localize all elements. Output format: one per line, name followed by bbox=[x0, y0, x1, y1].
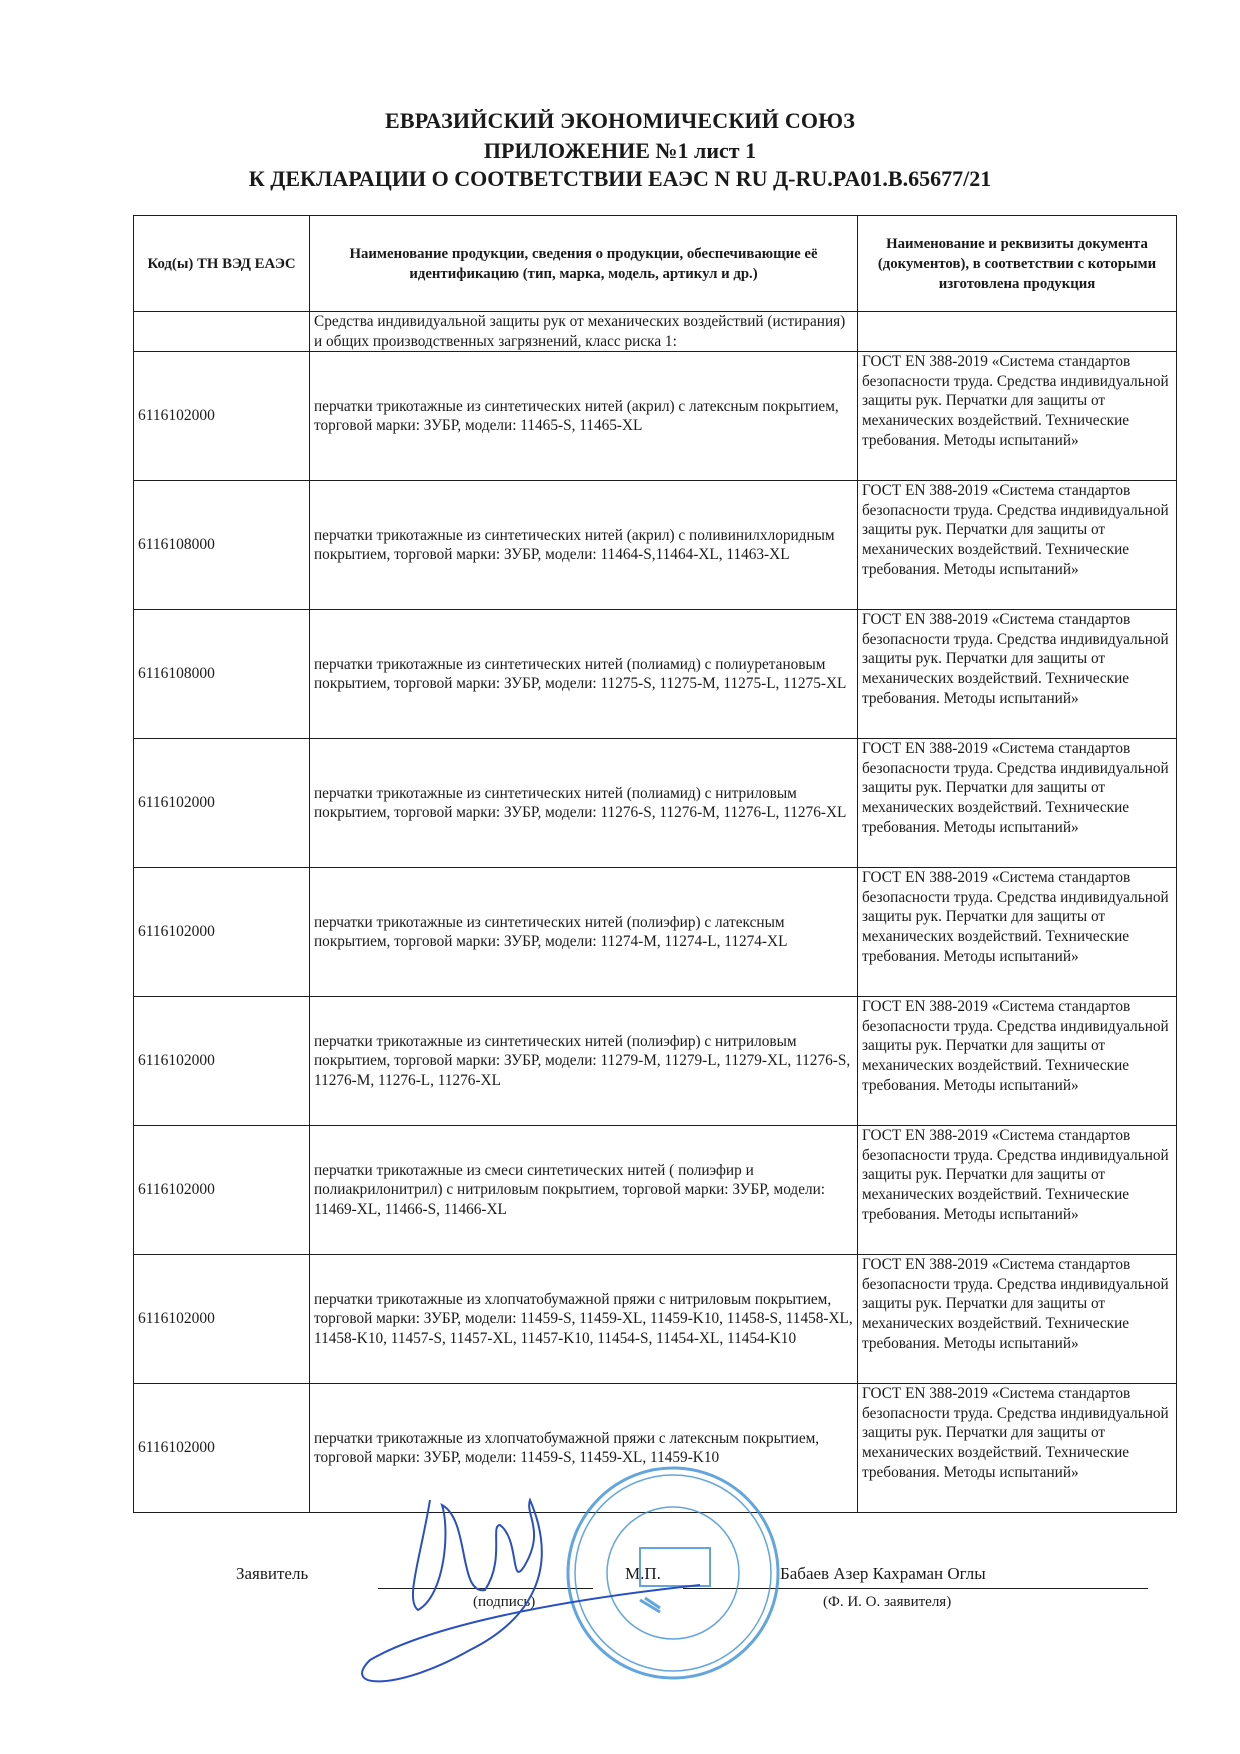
hs-code-cell: 6116102000 bbox=[134, 1126, 310, 1255]
standard-document-cell: ГОСТ EN 388-2019 «Система стандартов безопасности труда. Средства индивидуальной защиты рук. Перчатки для защиты от механических воздействий. Технические требования. Методы испытаний» bbox=[858, 997, 1177, 1126]
appendix-title: ПРИЛОЖЕНИЕ №1 лист 1 bbox=[483, 138, 757, 163]
product-description-cell: перчатки трикотажные из синтетических нитей (полиамид) с полиуретановым покрытием, торговой марки: ЗУБР, модели: 11275-S, 11275-M, 11275-L, 11275-XL bbox=[310, 610, 858, 739]
intro-text: Средства индивидуальной защиты рук от механических воздействий (истирания) и общих производственных загрязнений, класс риска 1: bbox=[310, 312, 858, 352]
signature-line bbox=[378, 1588, 593, 1589]
table-row bbox=[134, 1255, 1177, 1384]
standard-document-cell: ГОСТ EN 388-2019 «Система стандартов безопасности труда. Средства индивидуальной защиты рук. Перчатки для защиты от механических воздействий. Технические требования. Методы испытаний» bbox=[858, 610, 1177, 739]
table-row bbox=[134, 610, 1177, 739]
hs-code-cell: 6116108000 bbox=[134, 481, 310, 610]
intro-empty-cell bbox=[134, 312, 310, 352]
name-caption: (Ф. И. О. заявителя) bbox=[823, 1594, 952, 1610]
hs-code-cell: 6116102000 bbox=[134, 352, 310, 481]
hs-code-cell: 6116102000 bbox=[134, 1255, 310, 1384]
table-row bbox=[134, 1126, 1177, 1255]
product-description-cell: перчатки трикотажные из синтетических нитей (полиамид) с нитриловым покрытием, торговой марки: ЗУБР, модели: 11276-S, 11276-M, 11276-L, 11276-XL bbox=[310, 739, 858, 868]
table-row bbox=[134, 1384, 1177, 1513]
standard-document-cell: ГОСТ EN 388-2019 «Система стандартов безопасности труда. Средства индивидуальной защиты рук. Перчатки для защиты от механических воздействий. Технические требования. Методы испытаний» bbox=[858, 481, 1177, 610]
hs-code-cell: 6116102000 bbox=[134, 868, 310, 997]
column-header-product: Наименование продукции, сведения о продукции, обеспечивающие её идентификацию (тип, марка, модель, артикул и др.) bbox=[310, 216, 858, 312]
stamp-place-label: М.П. bbox=[625, 1564, 661, 1583]
hs-code-cell: 6116102000 bbox=[134, 997, 310, 1126]
product-description-cell: перчатки трикотажные из смеси синтетических нитей ( полиэфир и полиакрилонитрил) с нитриловым покрытием, торговой марки: ЗУБР, модели: 11469-XL, 11466-S, 11466-XL bbox=[310, 1126, 858, 1255]
product-description-cell: перчатки трикотажные из синтетических нитей (полиэфир) с латексным покрытием, торговой марки: ЗУБР, модели: 11274-M, 11274-L, 11274-XL bbox=[310, 868, 858, 997]
standard-document-cell: ГОСТ EN 388-2019 «Система стандартов безопасности труда. Средства индивидуальной защиты рук. Перчатки для защиты от механических воздействий. Технические требования. Методы испытаний» bbox=[858, 739, 1177, 868]
hs-code-cell: 6116102000 bbox=[134, 1384, 310, 1513]
table-header-row bbox=[134, 216, 1177, 312]
standard-document-cell: ГОСТ EN 388-2019 «Система стандартов безопасности труда. Средства индивидуальной защиты рук. Перчатки для защиты от механических воздействий. Технические требования. Методы испытаний» bbox=[858, 868, 1177, 997]
union-title: ЕВРАЗИЙСКИЙ ЭКОНОМИЧЕСКИЙ СОЮЗ bbox=[384, 108, 856, 133]
products-table bbox=[133, 215, 1177, 1513]
table-row bbox=[134, 997, 1177, 1126]
intro-empty-cell bbox=[858, 312, 1177, 352]
table-row bbox=[134, 739, 1177, 868]
column-header-code: Код(ы) ТН ВЭД ЕАЭС bbox=[134, 216, 310, 312]
product-description-cell: перчатки трикотажные из хлопчатобумажной пряжи с нитриловым покрытием, торговой марки: ЗУБР, модели: 11459-S, 11459-XL, 11459-K10, 11458-S, 11458-XL, 11458-K10, 11457-S, 11457-XL, 11457-K10, 11454-S, 11454-XL, 11454-K10 bbox=[310, 1255, 858, 1384]
declaration-number: К ДЕКЛАРАЦИИ О СООТВЕТСТВИИ ЕАЭС N RU Д-RU.PA01.B.65677/21 bbox=[248, 166, 992, 191]
product-description-cell: перчатки трикотажные из синтетических нитей (акрил) с поливинилхлоридным покрытием, торговой марки: ЗУБР, модели: 11464-S,11464-XL, 11463-XL bbox=[310, 481, 858, 610]
table-intro-row bbox=[134, 312, 1177, 352]
applicant-label: Заявитель bbox=[236, 1564, 309, 1583]
hs-code-cell: 6116102000 bbox=[134, 739, 310, 868]
signature-caption: (подпись) bbox=[473, 1594, 536, 1610]
table-row bbox=[134, 352, 1177, 481]
product-description-cell: перчатки трикотажные из синтетических нитей (акрил) с латексным покрытием, торговой марки: ЗУБР, модели: 11465-S, 11465-XL bbox=[310, 352, 858, 481]
hs-code-cell: 6116108000 bbox=[134, 610, 310, 739]
applicant-name: Бабаев Азер Кахраман Оглы bbox=[780, 1564, 986, 1583]
standard-document-cell: ГОСТ EN 388-2019 «Система стандартов безопасности труда. Средства индивидуальной защиты рук. Перчатки для защиты от механических воздействий. Технические требования. Методы испытаний» bbox=[858, 1126, 1177, 1255]
name-line bbox=[683, 1588, 1148, 1589]
product-description-cell: перчатки трикотажные из синтетических нитей (полиэфир) с нитриловым покрытием, торговой марки: ЗУБР, модели: 11279-M, 11279-L, 11279-XL, 11276-S, 11276-M, 11276-L, 11276-XL bbox=[310, 997, 858, 1126]
signature-scribble bbox=[362, 1500, 700, 1681]
standard-document-cell: ГОСТ EN 388-2019 «Система стандартов безопасности труда. Средства индивидуальной защиты рук. Перчатки для защиты от механических воздействий. Технические требования. Методы испытаний» bbox=[858, 352, 1177, 481]
standard-document-cell: ГОСТ EN 388-2019 «Система стандартов безопасности труда. Средства индивидуальной защиты рук. Перчатки для защиты от механических воздействий. Технические требования. Методы испытаний» bbox=[858, 1255, 1177, 1384]
table-row bbox=[134, 868, 1177, 997]
standard-document-cell: ГОСТ EN 388-2019 «Система стандартов безопасности труда. Средства индивидуальной защиты рук. Перчатки для защиты от механических воздействий. Технические требования. Методы испытаний» bbox=[858, 1384, 1177, 1513]
product-description-cell: перчатки трикотажные из хлопчатобумажной пряжи с латексным покрытием, торговой марки: ЗУБР, модели: 11459-S, 11459-XL, 11459-K10 bbox=[310, 1384, 858, 1513]
column-header-standard: Наименование и реквизиты документа (документов), в соответствии с которыми изготовлена продукция bbox=[858, 216, 1177, 312]
table-row bbox=[134, 481, 1177, 610]
